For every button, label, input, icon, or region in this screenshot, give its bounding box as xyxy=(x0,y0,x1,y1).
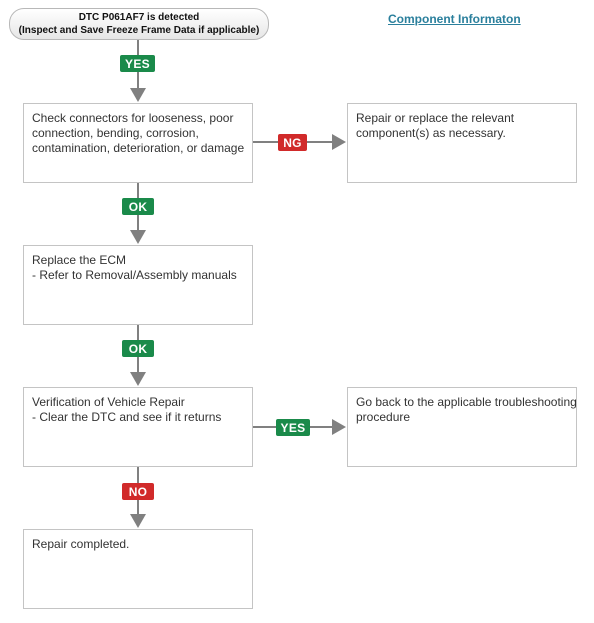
badge-yes-verify: YES xyxy=(276,419,310,436)
step-text-line: procedure xyxy=(356,410,411,424)
step-text-line: Check connectors for looseness, poor xyxy=(32,111,234,125)
step-text-line: - Clear the DTC and see if it returns xyxy=(32,410,222,424)
arrowhead-verify xyxy=(130,372,146,386)
start-title: DTC P061AF7 is detected xyxy=(78,12,200,23)
step-check-connectors xyxy=(23,103,253,183)
badge-yes-start: YES xyxy=(120,55,155,72)
step-text-line: component(s) as necessary. xyxy=(356,126,506,140)
arrowhead-done xyxy=(130,514,146,528)
step-text-line: Verification of Vehicle Repair xyxy=(32,395,185,409)
start-subtitle: (Inspect and Save Freeze Frame Data if applicable) xyxy=(18,25,260,36)
step-text-line: Repair completed. xyxy=(32,537,130,551)
start-node-dtc xyxy=(9,8,269,40)
badge-ok-ecm: OK xyxy=(122,340,154,357)
arrowhead-repair xyxy=(332,134,346,150)
step-go-back xyxy=(347,387,577,467)
step-text-line: contamination, deterioration, or damage xyxy=(32,141,245,155)
step-verification xyxy=(23,387,253,467)
step-text-line: Go back to the applicable troubleshooting xyxy=(356,395,577,409)
badge-ng: NG xyxy=(278,134,307,151)
badge-ok-check: OK xyxy=(122,198,154,215)
step-text-line: - Refer to Removal/Assembly manuals xyxy=(32,268,237,282)
badge-no: NO xyxy=(122,483,154,500)
step-text-line: Repair or replace the relevant xyxy=(356,111,515,125)
arrowhead-check xyxy=(130,88,146,102)
arrowhead-goback xyxy=(332,419,346,435)
step-replace-ecm xyxy=(23,245,253,325)
step-repair-replace xyxy=(347,103,577,183)
step-text-line: Replace the ECM xyxy=(32,253,127,267)
arrowhead-ecm xyxy=(130,230,146,244)
step-repair-completed xyxy=(23,529,253,609)
step-text-line: connection, bending, corrosion, xyxy=(32,126,199,140)
component-information-link[interactable]: Component Informaton xyxy=(388,12,521,26)
